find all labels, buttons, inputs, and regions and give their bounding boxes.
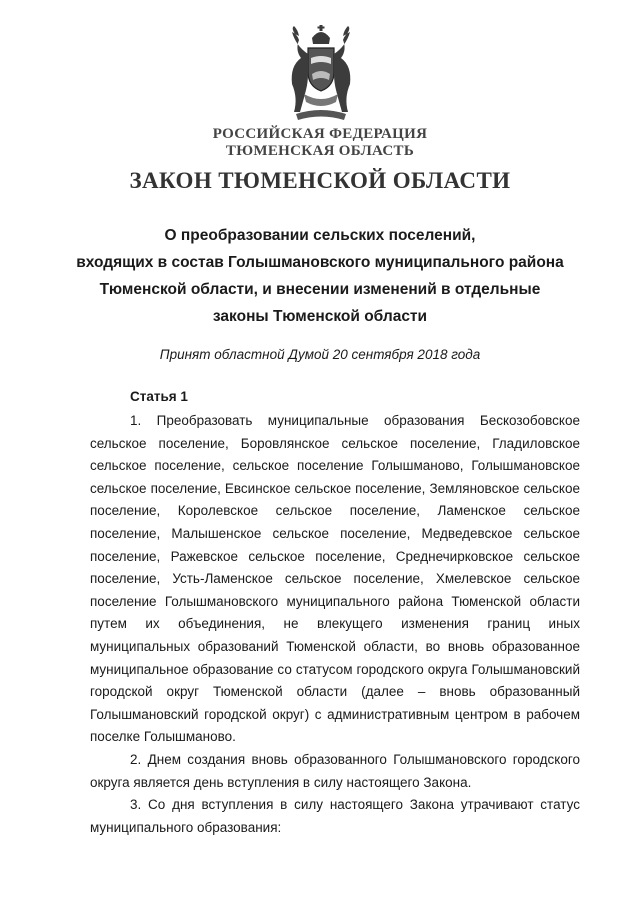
- article-heading: Статья 1: [130, 389, 188, 404]
- subject-line: О преобразовании сельских поселений,: [164, 227, 476, 244]
- article-body: [90, 410, 580, 839]
- region-heading: ТЮМЕНСКАЯ ОБЛАСТЬ: [225, 143, 415, 159]
- adoption-note: Принят областной Думой 20 сентября 2018 года: [159, 347, 481, 362]
- law-subject: [60, 222, 580, 330]
- article-paragraph: 1. Преобразовать муниципальные образования Бескозобовское сельское поселение, Боровлянское сельское поселение, Гладиловское сельское поселение, сельское поселение Голышманово, Голышмановское сельское поселение, Евсинское сельское поселение, Земляновское сельское поселение, Королевское сельское поселение, Ламенское сельское поселение, Малышенское сельское поселение, Медведевское сельское поселение, Ражевское сельское поселение, Среднечирковское сельское поселение, Усть-Ламенское сельское поселение, Хмелевское сельское поселение Голышмановского муниципального района Тюменской области путем их объединения, не влекущего изменения границ иных муниципальных образований Тюменской области, во вновь образованное муниципальное образование со статусом городского округа Голышмановский городской округ Тюменской области (далее – вновь образованный Голышмановский городской округ) с административным центром в рабочем поселке Голышманово.: [90, 413, 580, 745]
- subject-line: Тюменской области, и внесении изменений в отдельные: [99, 281, 541, 298]
- coat-of-arms-icon: [282, 24, 360, 124]
- country-heading: РОССИЙСКАЯ ФЕДЕРАЦИЯ: [212, 126, 428, 142]
- article-paragraph: 2. Днем создания вновь образованного Голышмановского городского округа является день вступления в силу настоящего Закона.: [90, 751, 580, 790]
- article-paragraph: 3. Со дня вступления в силу настоящего Закона утрачивают статус муниципального образования:: [90, 797, 580, 835]
- law-title: ЗАКОН ТЮМЕНСКОЙ ОБЛАСТИ: [129, 168, 511, 193]
- subject-line: входящих в состав Голышмановского муниципального района: [76, 254, 564, 271]
- subject-line: законы Тюменской области: [212, 308, 428, 325]
